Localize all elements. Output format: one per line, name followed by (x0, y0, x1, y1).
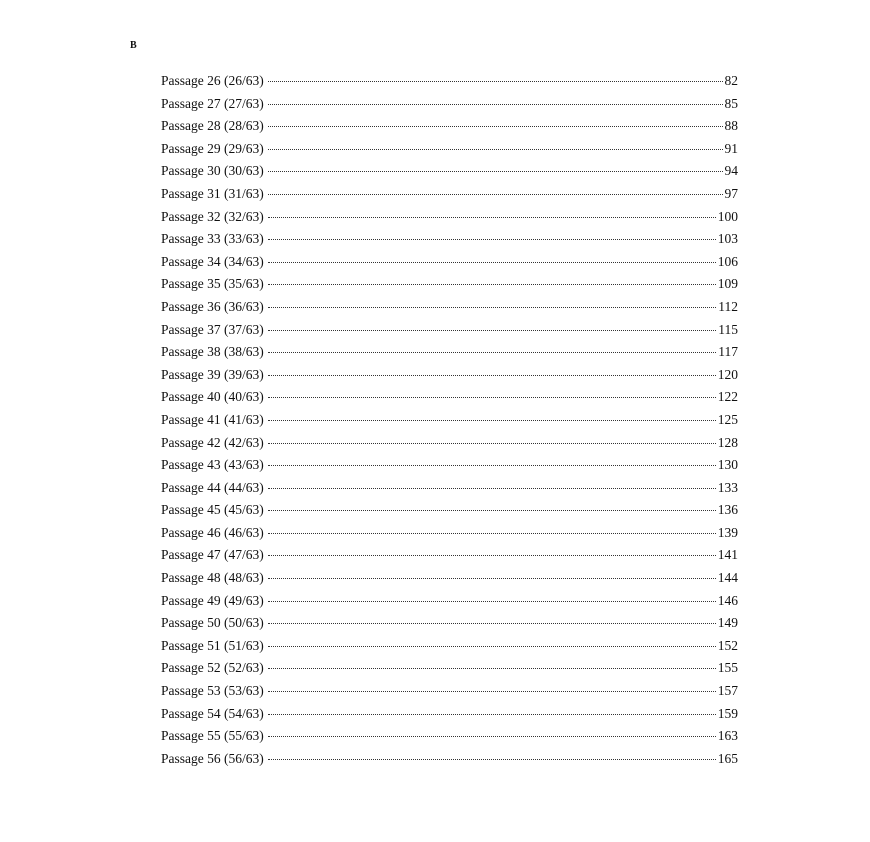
toc-entry[interactable] (161, 206, 738, 229)
toc-dot-leader (268, 533, 716, 534)
toc-entry-page-number: 165 (717, 750, 738, 766)
toc-entry-page-number: 106 (717, 253, 738, 269)
toc-entry-page-number: 130 (717, 457, 738, 473)
toc-dot-leader (268, 420, 716, 421)
toc-entry[interactable] (161, 657, 738, 680)
toc-dot-leader (268, 81, 723, 82)
toc-entry-title: Passage 55 (55/63) (161, 728, 264, 744)
toc-entry[interactable] (161, 544, 738, 567)
toc-entry-page-number: 155 (717, 660, 738, 676)
toc-entry-page-number: 157 (717, 683, 738, 699)
toc-dot-leader (268, 691, 716, 692)
toc-entry-title: Passage 47 (47/63) (161, 547, 264, 563)
toc-entry-page-number: 100 (717, 208, 738, 224)
toc-entry-page-number: 115 (718, 321, 738, 337)
toc-entry[interactable] (161, 341, 738, 364)
toc-entry-title: Passage 43 (43/63) (161, 457, 264, 473)
toc-dot-leader (268, 239, 716, 240)
toc-entry-title: Passage 31 (31/63) (161, 185, 264, 201)
page-marker: B (130, 40, 137, 51)
toc-entry-page-number: 141 (717, 547, 738, 563)
toc-entry[interactable] (161, 364, 738, 387)
toc-entry-title: Passage 54 (54/63) (161, 705, 264, 721)
toc-entry[interactable] (161, 93, 738, 116)
toc-entry[interactable] (161, 725, 738, 748)
toc-dot-leader (268, 623, 716, 624)
toc-entry[interactable] (161, 70, 738, 93)
toc-dot-leader (268, 646, 716, 647)
toc-entry[interactable] (161, 228, 738, 251)
toc-dot-leader (268, 759, 716, 760)
toc-entry[interactable] (161, 612, 738, 635)
toc-entry[interactable] (161, 522, 738, 545)
toc-entry-page-number: 103 (717, 231, 738, 247)
toc-entry-title: Passage 33 (33/63) (161, 231, 264, 247)
toc-entry[interactable] (161, 386, 738, 409)
toc-entry-title: Passage 40 (40/63) (161, 389, 264, 405)
toc-entry[interactable] (161, 748, 738, 771)
toc-dot-leader (268, 714, 716, 715)
toc-dot-leader (268, 510, 716, 511)
toc-entry-title: Passage 38 (38/63) (161, 344, 264, 360)
toc-entry[interactable] (161, 499, 738, 522)
toc-entry-page-number: 152 (717, 637, 738, 653)
toc-entry-page-number: 146 (717, 592, 738, 608)
toc-entry-title: Passage 42 (42/63) (161, 434, 264, 450)
toc-dot-leader (268, 330, 717, 331)
toc-entry-title: Passage 49 (49/63) (161, 592, 264, 608)
toc-entry-page-number: 120 (717, 366, 738, 382)
toc-entry-page-number: 91 (724, 140, 738, 156)
toc-entry[interactable] (161, 319, 738, 342)
toc-entry-title: Passage 45 (45/63) (161, 502, 264, 518)
toc-dot-leader (268, 736, 716, 737)
toc-entry-page-number: 117 (718, 344, 738, 360)
toc-dot-leader (268, 443, 716, 444)
toc-dot-leader (268, 126, 723, 127)
toc-entry[interactable] (161, 273, 738, 296)
toc-entry-page-number: 97 (724, 185, 738, 201)
toc-dot-leader (268, 284, 716, 285)
toc-entry[interactable] (161, 432, 738, 455)
toc-entry-title: Passage 56 (56/63) (161, 750, 264, 766)
toc-entry-page-number: 82 (724, 73, 738, 88)
toc-entry[interactable] (161, 454, 738, 477)
toc-entry-page-number: 149 (717, 615, 738, 631)
toc-entry-title: Passage 44 (44/63) (161, 479, 264, 495)
toc-entry[interactable] (161, 680, 738, 703)
toc-dot-leader (268, 217, 716, 218)
toc-entry-title: Passage 26 (26/63) (161, 73, 264, 88)
toc-dot-leader (268, 397, 716, 398)
toc-entry[interactable] (161, 590, 738, 613)
toc-entry-page-number: 112 (718, 298, 738, 314)
toc-dot-leader (268, 601, 716, 602)
toc-dot-leader (268, 262, 716, 263)
toc-entry-page-number: 144 (717, 570, 738, 586)
toc-dot-leader (268, 307, 717, 308)
toc-entry-title: Passage 35 (35/63) (161, 276, 264, 292)
toc-entry[interactable] (161, 183, 738, 206)
toc-dot-leader (268, 375, 716, 376)
toc-entry-title: Passage 46 (46/63) (161, 524, 264, 540)
toc-entry[interactable] (161, 635, 738, 658)
toc-entry-title: Passage 29 (29/63) (161, 140, 264, 156)
toc-dot-leader (268, 488, 716, 489)
toc-entry[interactable] (161, 251, 738, 274)
toc-entry-page-number: 159 (717, 705, 738, 721)
toc-entry-title: Passage 28 (28/63) (161, 118, 264, 134)
toc-entry-title: Passage 48 (48/63) (161, 570, 264, 586)
toc-entry-title: Passage 30 (30/63) (161, 163, 264, 179)
toc-entry[interactable] (161, 477, 738, 500)
toc-entry-page-number: 94 (724, 163, 738, 179)
toc-entry-title: Passage 34 (34/63) (161, 253, 264, 269)
toc-dot-leader (268, 668, 716, 669)
toc-entry[interactable] (161, 296, 738, 319)
toc-entry-title: Passage 39 (39/63) (161, 366, 264, 382)
toc-entry-title: Passage 52 (52/63) (161, 660, 264, 676)
toc-dot-leader (268, 555, 716, 556)
toc-dot-leader (268, 578, 716, 579)
toc-entry-title: Passage 36 (36/63) (161, 298, 264, 314)
toc-dot-leader (268, 465, 716, 466)
toc-entry-page-number: 88 (724, 118, 738, 134)
toc-dot-leader (268, 104, 723, 105)
toc-dot-leader (268, 149, 723, 150)
toc-entry[interactable] (161, 138, 738, 161)
toc-entry-title: Passage 37 (37/63) (161, 321, 264, 337)
toc-entry-page-number: 85 (724, 95, 738, 111)
toc-entry[interactable] (161, 160, 738, 183)
toc-entry-title: Passage 50 (50/63) (161, 615, 264, 631)
toc-entry-page-number: 128 (717, 434, 738, 450)
toc-entry-title: Passage 41 (41/63) (161, 411, 264, 427)
toc-dot-leader (268, 352, 717, 353)
toc-entry-title: Passage 51 (51/63) (161, 637, 264, 653)
toc-entry-page-number: 109 (717, 276, 738, 292)
toc-entry[interactable] (161, 409, 738, 432)
toc-entry-title: Passage 53 (53/63) (161, 683, 264, 699)
toc-entry-title: Passage 27 (27/63) (161, 95, 264, 111)
toc-entry[interactable] (161, 567, 738, 590)
toc-dot-leader (268, 194, 723, 195)
toc-entry-page-number: 139 (717, 524, 738, 540)
toc-entry-page-number: 125 (717, 411, 738, 427)
toc-entry[interactable] (161, 115, 738, 138)
toc-dot-leader (268, 171, 723, 172)
toc-entry-page-number: 136 (717, 502, 738, 518)
toc-entry[interactable] (161, 703, 738, 726)
toc-entry-page-number: 163 (717, 728, 738, 744)
table-of-contents (161, 70, 738, 770)
toc-entry-title: Passage 32 (32/63) (161, 208, 264, 224)
toc-entry-page-number: 122 (717, 389, 738, 405)
toc-entry-page-number: 133 (717, 479, 738, 495)
